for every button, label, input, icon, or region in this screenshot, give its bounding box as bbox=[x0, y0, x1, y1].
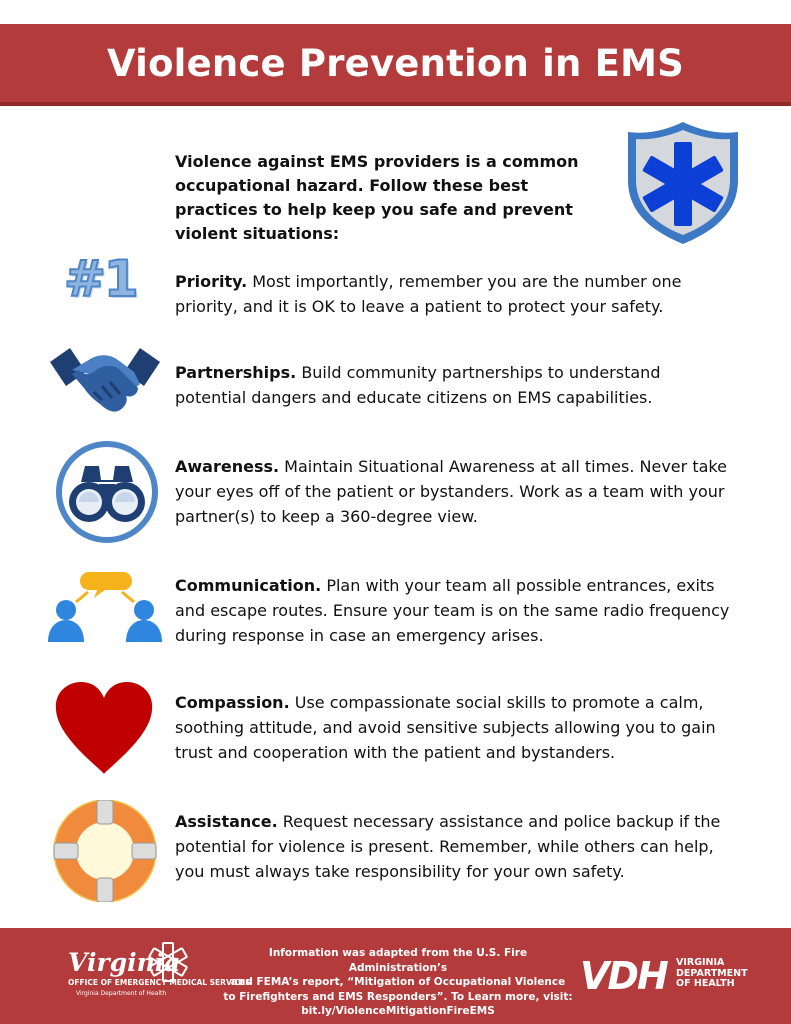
star-of-life-shield-icon bbox=[624, 118, 742, 246]
source-link[interactable]: bit.ly/ViolenceMitigationFireEMS bbox=[301, 1005, 495, 1017]
handshake-icon bbox=[48, 340, 162, 418]
binoculars-icon bbox=[55, 440, 159, 544]
heart-icon bbox=[54, 680, 154, 776]
item-partnerships: Partnerships. Build community partnerships to understand potential dangers and educate citizens on EMS capabilities. bbox=[175, 363, 661, 407]
item-compassion: Compassion. Use compassionate social skills to promote a calm, soothing attitude, and avoid sensitive subjects allowing you to gain trust and cooperation with the patient and bystanders. bbox=[175, 693, 716, 762]
item-assistance: Assistance. Request necessary assistance and police backup if the potential for violence is present. Remember, while others can help, you must always take responsibility for your own safety. bbox=[175, 812, 721, 881]
life-ring-icon bbox=[52, 800, 158, 902]
number-one-icon: #1 bbox=[64, 250, 137, 308]
communication-people-icon bbox=[46, 570, 164, 644]
intro-text: Violence against EMS providers is a common occupational hazard. Follow these best practices to help keep you safe and prevent violent situations: bbox=[175, 152, 579, 243]
item-priority: Priority. Most importantly, remember you are the number one priority, and it is OK to leave a patient to protect your safety. bbox=[175, 272, 682, 316]
virginia-oems-logo: Virginia OFFICE OF EMERGENCY MEDICAL SERVICES Virginia Department of Health bbox=[62, 942, 192, 1012]
title-banner bbox=[0, 24, 791, 106]
page-title: Violence Prevention in EMS bbox=[107, 41, 684, 85]
footer-banner bbox=[0, 928, 791, 1024]
source-citation: Information was adapted from the U.S. Fire Administration’s and FEMA’s report, “Mitigation of Occupational Violence to Firefighters and EMS Responders”. To Learn more, visit: bit.ly/ViolenceMitigationFireEMS bbox=[218, 946, 578, 1019]
item-communication: Communication. Plan with your team all possible entrances, exits and escape routes. Ensure your team is on the same radio frequency during response in case an emergency arises. bbox=[175, 576, 730, 645]
item-awareness: Awareness. Maintain Situational Awareness at all times. Never take your eyes off of the patient or bystanders. Work as a team with your partner(s) to keep a 360-degree view. bbox=[175, 457, 727, 526]
vdh-logo: VDH VIRGINIA DEPARTMENT OF HEALTH bbox=[580, 954, 748, 998]
